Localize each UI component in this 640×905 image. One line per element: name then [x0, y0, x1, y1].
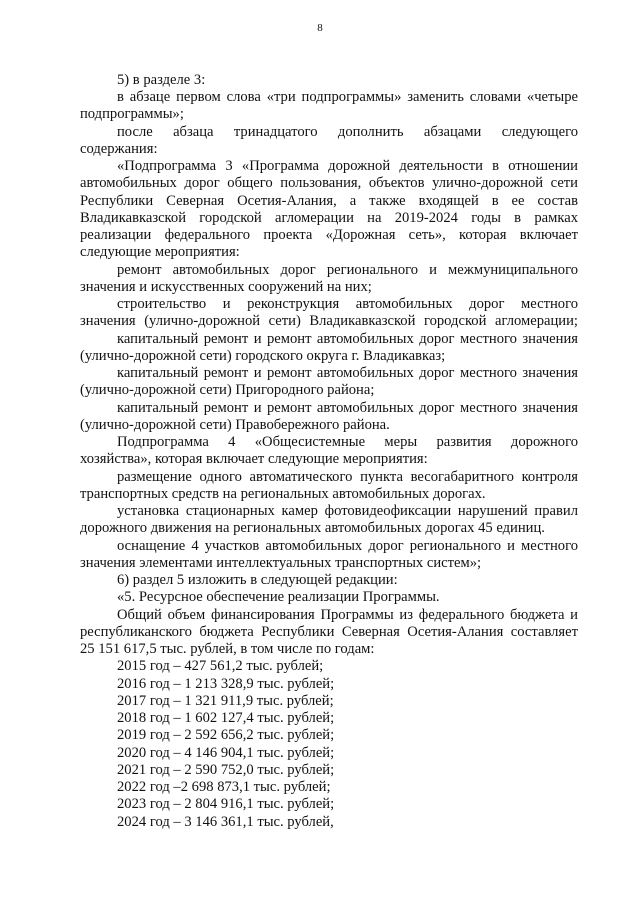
text-line: в абзаце первом слова «три подпрограммы» заменить словами «четыре	[117, 89, 578, 105]
text-line: после абзаца тринадцатого дополнить абзацами следующего	[117, 124, 578, 140]
text-line: значения (улично-дорожной сети) Владикавказской городской агломерации;	[80, 313, 578, 329]
text-line: (улично-дорожной сети) городского округа г. Владикавказ;	[80, 348, 446, 364]
text-line: автомобильных дорог общего пользования, объектов улично-дорожной сети	[80, 175, 578, 191]
text-line: капитальный ремонт и ремонт автомобильных дорог местного значения	[117, 365, 578, 381]
text-line: ремонт автомобильных дорог регионального и межмуниципального	[117, 262, 578, 278]
text-line: дорожного движения на региональных автомобильных дорогах 45 единиц.	[80, 520, 545, 536]
year-amount-line: 2024 год – 3 146 361,1 тыс. рублей,	[117, 814, 334, 830]
year-amount-line: 2022 год –2 698 873,1 тыс. рублей;	[117, 779, 331, 795]
text-line: значения элементами интеллектуальных транспортных систем»;	[80, 555, 482, 571]
text-line: (улично-дорожной сети) Правобережного района.	[80, 417, 390, 433]
text-line: (улично-дорожной сети) Пригородного района;	[80, 382, 375, 398]
year-amount-line: 2019 год – 2 592 656,2 тыс. рублей;	[117, 727, 335, 743]
text-line: подпрограммы»;	[80, 106, 184, 122]
year-amount-line: 2016 год – 1 213 328,9 тыс. рублей;	[117, 676, 335, 692]
text-line: Подпрограмма 4 «Общесистемные меры развития дорожного	[117, 434, 578, 450]
text-line: Республики Северная Осетия-Алания, а также входящей в ее состав	[80, 193, 578, 209]
text-line: капитальный ремонт и ремонт автомобильных дорог местного значения	[117, 400, 578, 416]
text-line: 6) раздел 5 изложить в следующей редакции:	[117, 572, 398, 588]
text-line: Общий объем финансирования Программы из федерального бюджета и	[117, 607, 578, 623]
text-line: 5) в разделе 3:	[117, 72, 206, 88]
text-line: оснащение 4 участков автомобильных дорог регионального и местного	[117, 538, 578, 554]
text-line: размещение одного автоматического пункта весогабаритного контроля	[117, 469, 578, 485]
text-line: строительство и реконструкция автомобильных дорог местного	[117, 296, 578, 312]
text-line: «Подпрограмма 3 «Программа дорожной деятельности в отношении	[117, 158, 578, 174]
text-line: установка стационарных камер фотовидеофиксации нарушений правил	[117, 503, 578, 519]
text-line: республиканского бюджета Республики Северная Осетия-Алания составляет	[80, 624, 578, 640]
text-line: 25 151 617,5 тыс. рублей, в том числе по годам:	[80, 641, 375, 657]
text-line: следующие мероприятия:	[80, 244, 240, 260]
text-line: значения и искусственных сооружений на них;	[80, 279, 372, 295]
text-line: транспортных средств на региональных автомобильных дорогах.	[80, 486, 486, 502]
text-line: хозяйства», которая включает следующие мероприятия:	[80, 451, 428, 467]
year-amount-line: 2018 год – 1 602 127,4 тыс. рублей;	[117, 710, 335, 726]
text-line: содержания:	[80, 141, 158, 157]
text-line: реализации федерального проекта «Дорожная сеть», которая включает	[80, 227, 578, 243]
text-line: «5. Ресурсное обеспечение реализации Программы.	[117, 589, 440, 605]
year-amount-line: 2020 год – 4 146 904,1 тыс. рублей;	[117, 745, 335, 761]
year-amount-line: 2017 год – 1 321 911,9 тыс. рублей;	[117, 693, 334, 709]
year-amount-line: 2021 год – 2 590 752,0 тыс. рублей;	[117, 762, 335, 778]
page-number: 8	[317, 22, 323, 34]
text-line: Владикавказской городской агломерации на 2019-2024 годы в рамках	[80, 210, 578, 226]
year-amount-line: 2023 год – 2 804 916,1 тыс. рублей;	[117, 796, 335, 812]
year-amount-line: 2015 год – 427 561,2 тыс. рублей;	[117, 658, 324, 674]
text-line: капитальный ремонт и ремонт автомобильных дорог местного значения	[117, 331, 578, 347]
